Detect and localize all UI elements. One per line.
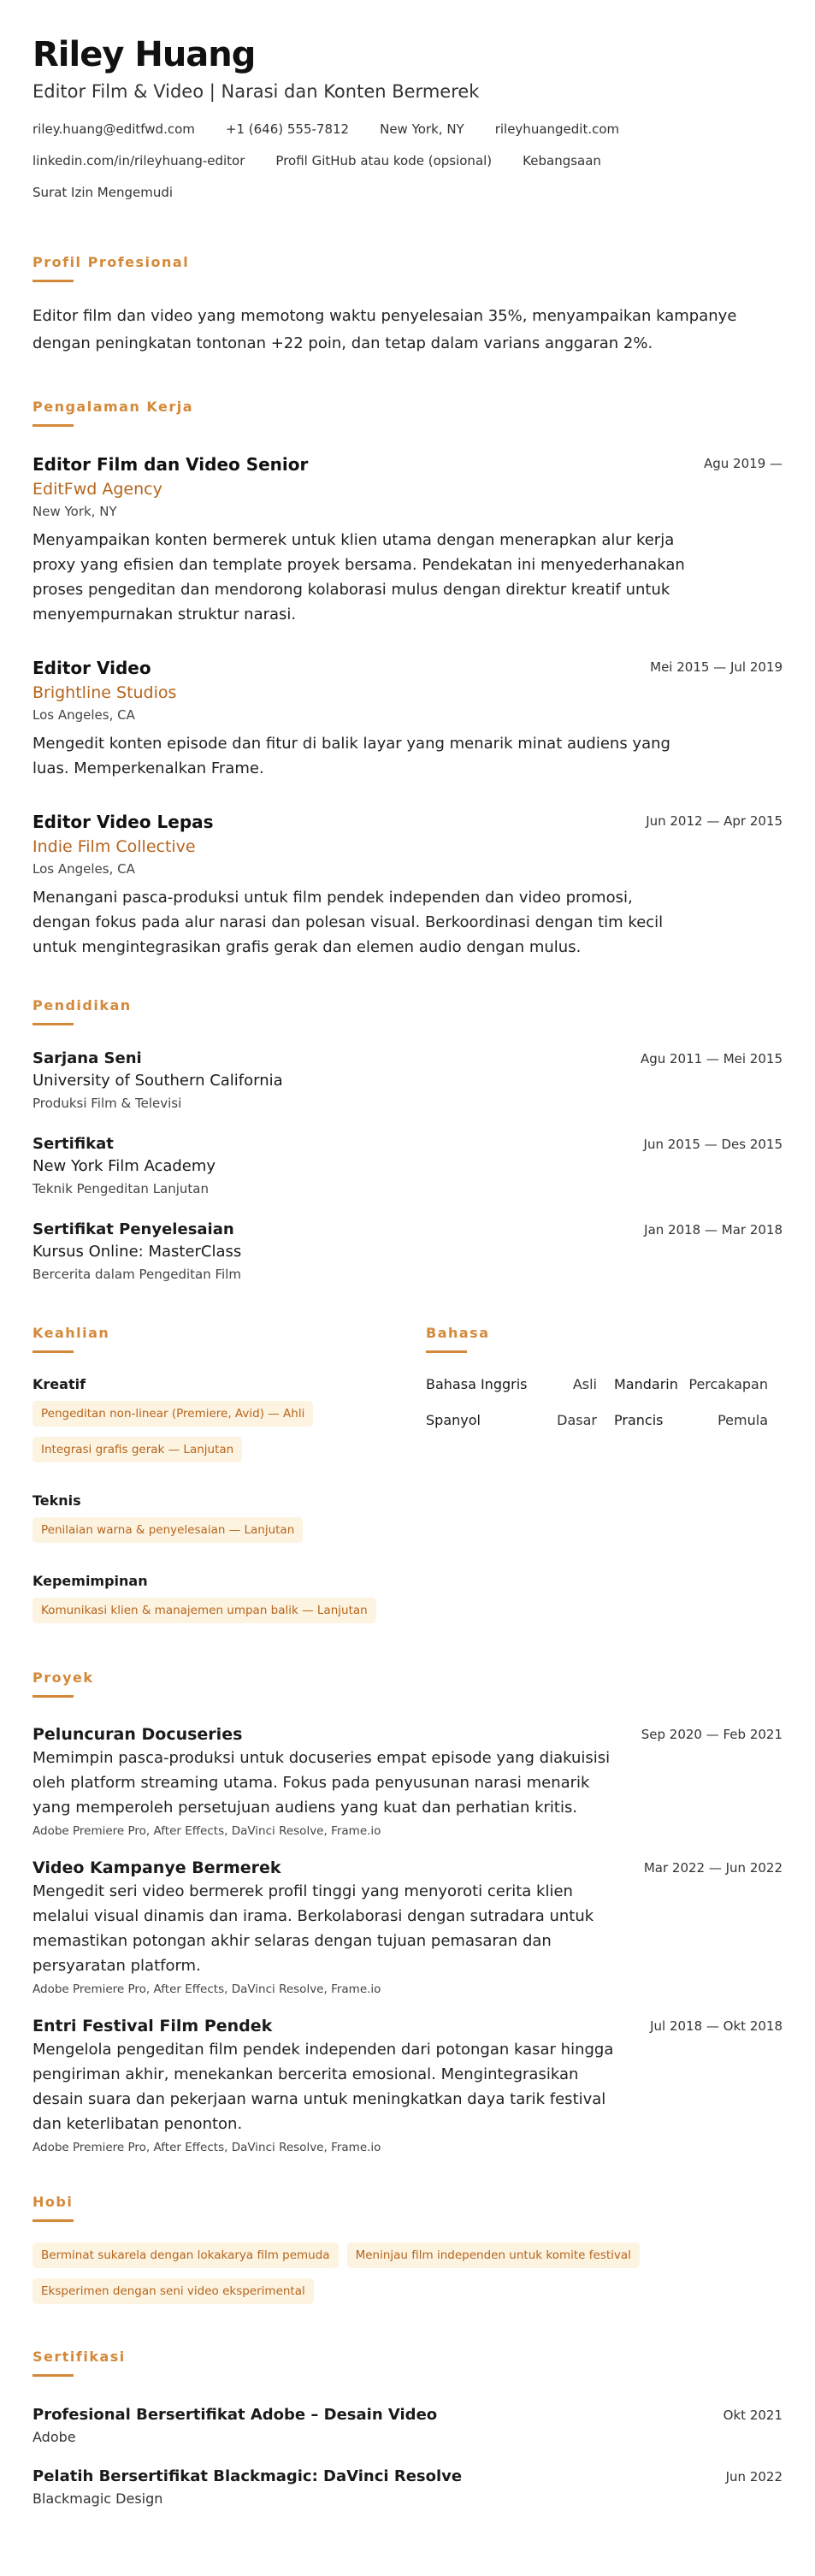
section-divider xyxy=(426,1350,467,1353)
section-title: Hobi xyxy=(32,2194,74,2210)
profile-summary: Editor film dan video yang memotong waktu penyelesaian 35%, menyampaikan kampanye dengan peningkatan tontonan +22 poin, dan tetap dalam varians anggaran 2%. xyxy=(32,307,737,352)
skill-category: Kreatif xyxy=(32,1376,86,1392)
education-entry xyxy=(32,1219,783,1284)
skill-tag: Penilaian warna & penyelesaian — Lanjutan xyxy=(32,1517,303,1543)
education-degree: Sarjana Seni xyxy=(32,1049,142,1067)
entry-date: Sep 2020 — Feb 2021 xyxy=(641,1727,783,1742)
contact-website[interactable]: rileyhuangedit.com xyxy=(494,121,620,137)
entry-company: Brightline Studios xyxy=(32,683,177,702)
languages-section xyxy=(426,1325,783,1634)
entry-description: Menangani pasca-produksi untuk film pendek independen dan video promosi, dengan fokus pada alur narasi dan polesan visual. Berkoordinasi dengan tim kecil untuk mengintegrasikan grafis gerak dan elemen audio dengan mulus. xyxy=(32,889,664,956)
project-tech: Adobe Premiere Pro, After Effects, DaVinci Resolve, Frame.io xyxy=(32,1824,381,1838)
skill-tag: Integrasi grafis gerak — Lanjutan xyxy=(32,1437,242,1462)
candidate-headline: Editor Film & Video | Narasi dan Konten Bermerek xyxy=(32,81,480,102)
experience-section xyxy=(32,399,783,960)
entry-date: Jun 2012 — Apr 2015 xyxy=(646,813,783,829)
language-name: Spanyol xyxy=(426,1412,481,1428)
certification-name: Pelatih Bersertifikat Blackmagic: DaVinci Resolve xyxy=(32,2467,463,2485)
skill-tag: Komunikasi klien & manajemen umpan balik — Lanjutan xyxy=(32,1598,376,1623)
education-entry xyxy=(32,1133,783,1198)
education-degree: Sertifikat Penyelesaian xyxy=(32,1220,234,1238)
contact-nationality: Kebangsaan xyxy=(523,153,601,168)
profile-section xyxy=(32,254,783,357)
certification-issuer: Blackmagic Design xyxy=(32,2490,163,2507)
entry-date: Jan 2018 — Mar 2018 xyxy=(644,1222,783,1238)
hobby-tag: Meninjau film independen untuk komite festival xyxy=(347,2242,640,2268)
section-title: Profil Profesional xyxy=(32,254,190,270)
project-description: Mengelola pengeditan film pendek independen dari potongan kasar hingga pengiriman akhir, menekankan bercerita emosional. Mengintegrasikan desain suara dan pekerjaan warna untuk meningkatkan daya tarik festival dan keterlibatan penonton. xyxy=(32,2041,614,2133)
education-field: Produksi Film & Televisi xyxy=(32,1096,182,1111)
skill-tags xyxy=(32,1401,426,1473)
section-divider xyxy=(32,2374,74,2377)
entry-date: Jul 2018 — Okt 2018 xyxy=(650,2018,783,2034)
hobby-tag: Eksperimen dengan seni video eksperimental xyxy=(32,2278,314,2304)
project-name: Peluncuran Docuseries xyxy=(32,1725,243,1744)
project-entry xyxy=(32,1723,783,1840)
certification-entry xyxy=(32,2404,783,2447)
language-name: Bahasa Inggris xyxy=(426,1376,528,1392)
project-name: Entri Festival Film Pendek xyxy=(32,2017,273,2035)
contact-phone[interactable]: +1 (646) 555-7812 xyxy=(225,121,350,137)
projects-section xyxy=(32,1669,783,2156)
language-item xyxy=(426,1411,597,1430)
entry-date: Agu 2011 — Mei 2015 xyxy=(640,1051,783,1066)
contact-list xyxy=(32,120,682,215)
language-name: Mandarin xyxy=(614,1376,678,1392)
language-level: Dasar xyxy=(557,1412,597,1428)
education-field: Bercerita dalam Pengeditan Film xyxy=(32,1267,241,1282)
language-name: Prancis xyxy=(614,1412,664,1428)
section-title: Proyek xyxy=(32,1669,94,1686)
education-entry xyxy=(32,1048,783,1113)
entry-company: EditFwd Agency xyxy=(32,480,162,499)
hobby-tags xyxy=(32,2242,717,2314)
skills-languages-row xyxy=(32,1325,783,1634)
experience-entry xyxy=(32,452,783,627)
project-description: Mengedit seri video bermerek profil tinggi yang menyoroti cerita klien melalui visual dinamis dan irama. Berkolaborasi dengan sutradara untuk memastikan potongan akhir selaras dengan tujuan pemasaran dan persyaratan platform. xyxy=(32,1882,594,1975)
skill-tag: Pengeditan non-linear (Premiere, Avid) — Ahli xyxy=(32,1401,313,1427)
resume-header xyxy=(32,34,783,215)
entry-description: Mengedit konten episode dan fitur di balik layar yang menarik minat audiens yang luas. Memperkenalkan Frame. xyxy=(32,735,670,777)
language-item xyxy=(614,1411,768,1430)
entry-date: Agu 2019 — xyxy=(704,456,783,471)
section-title: Keahlian xyxy=(32,1325,110,1341)
section-title: Sertifikasi xyxy=(32,2349,126,2365)
entry-date: Jun 2015 — Des 2015 xyxy=(643,1137,783,1152)
section-divider xyxy=(32,1695,74,1698)
entry-location: New York, NY xyxy=(32,504,117,519)
contact-linkedin[interactable]: linkedin.com/in/rileyhuang-editor xyxy=(32,153,245,168)
experience-entry xyxy=(32,810,783,960)
certification-name: Profesional Bersertifikat Adobe – Desain Video xyxy=(32,2406,438,2424)
section-title: Bahasa xyxy=(426,1325,490,1341)
education-field: Teknik Pengeditan Lanjutan xyxy=(32,1181,210,1196)
section-divider xyxy=(32,2219,74,2222)
entry-title: Editor Video xyxy=(32,658,151,678)
entry-description: Menyampaikan konten bermerek untuk klien utama dengan menerapkan alur kerja proxy yang efisien dan template proyek bersama. Pendekatan ini menyederhanakan proses pengeditan dan mendorong kolaborasi mulus dengan direktur kreatif untuk menyempurnakan struktur narasi. xyxy=(32,531,685,623)
contact-license: Surat Izin Mengemudi xyxy=(32,185,174,200)
contact-github[interactable]: Profil GitHub atau kode (opsional) xyxy=(275,153,493,168)
section-title: Pengalaman Kerja xyxy=(32,399,194,415)
skill-tags xyxy=(32,1598,426,1634)
section-divider xyxy=(32,280,74,282)
certification-issuer: Adobe xyxy=(32,2429,76,2445)
experience-entry xyxy=(32,656,783,781)
entry-location: Los Angeles, CA xyxy=(32,861,135,877)
candidate-name: Riley Huang xyxy=(32,35,256,74)
education-institution: Kursus Online: MasterClass xyxy=(32,1243,242,1261)
education-degree: Sertifikat xyxy=(32,1135,114,1153)
project-description: Memimpin pasca-produksi untuk docuseries empat episode yang diakuisisi oleh platform streaming utama. Fokus pada penyusunan narasi menarik yang memperoleh persetujuan audiens yang kuat dan perhatian kritis. xyxy=(32,1749,611,1817)
language-level: Pemula xyxy=(718,1412,768,1428)
entry-location: Los Angeles, CA xyxy=(32,707,135,723)
entry-company: Indie Film Collective xyxy=(32,837,196,856)
skills-section xyxy=(32,1325,426,1634)
entry-date: Jun 2022 xyxy=(725,2469,783,2484)
project-name: Video Kampanye Bermerek xyxy=(32,1858,281,1877)
skill-group xyxy=(32,1375,426,1473)
project-tech: Adobe Premiere Pro, After Effects, DaVinci Resolve, Frame.io xyxy=(32,1982,381,1996)
section-title: Pendidikan xyxy=(32,997,132,1013)
entry-date: Mei 2015 — Jul 2019 xyxy=(650,659,783,675)
language-item xyxy=(614,1375,768,1394)
section-divider xyxy=(32,1023,74,1025)
skill-tags xyxy=(32,1517,426,1553)
language-level: Percakapan xyxy=(688,1376,768,1392)
language-list xyxy=(426,1375,783,1430)
skill-category: Teknis xyxy=(32,1492,81,1509)
project-entry xyxy=(32,1857,783,1998)
entry-date: Mar 2022 — Jun 2022 xyxy=(643,1860,783,1876)
section-divider xyxy=(32,424,74,427)
contact-location: New York, NY xyxy=(380,121,464,137)
skill-group xyxy=(32,1572,426,1634)
skill-group xyxy=(32,1492,426,1553)
language-level: Asli xyxy=(572,1376,597,1392)
entry-date: Okt 2021 xyxy=(723,2408,783,2423)
section-divider xyxy=(32,1350,74,1353)
certifications-section xyxy=(32,2349,783,2508)
language-item xyxy=(426,1375,597,1394)
contact-email[interactable]: riley.huang@editfwd.com xyxy=(32,121,195,137)
entry-title: Editor Video Lepas xyxy=(32,812,214,832)
hobby-tag: Berminat sukarela dengan lokakarya film pemuda xyxy=(32,2242,339,2268)
education-institution: University of Southern California xyxy=(32,1072,283,1090)
entry-title: Editor Film dan Video Senior xyxy=(32,454,309,475)
certification-entry xyxy=(32,2466,783,2508)
hobbies-section xyxy=(32,2194,783,2314)
education-institution: New York Film Academy xyxy=(32,1157,216,1175)
project-tech: Adobe Premiere Pro, After Effects, DaVinci Resolve, Frame.io xyxy=(32,2141,381,2154)
project-entry xyxy=(32,2015,783,2156)
education-section xyxy=(32,997,783,1284)
skill-category: Kepemimpinan xyxy=(32,1573,148,1589)
